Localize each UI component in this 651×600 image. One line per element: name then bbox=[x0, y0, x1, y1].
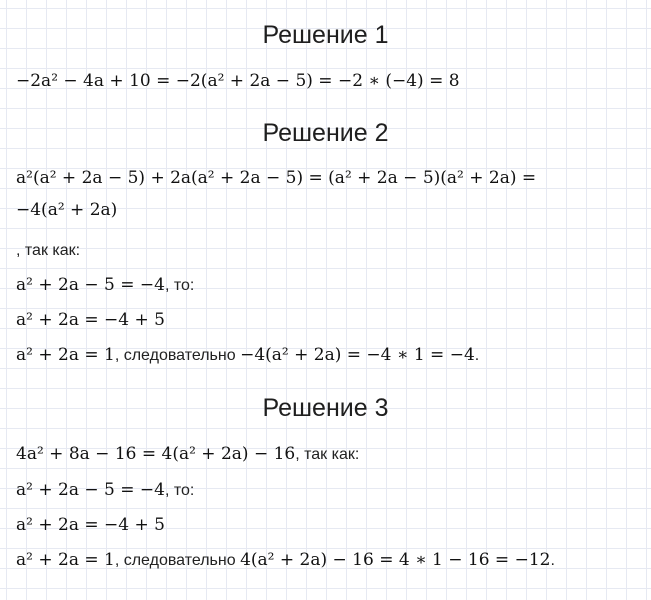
solution-3-heading: Решение 3 bbox=[262, 394, 389, 422]
solution-3-line-1 bbox=[16, 439, 359, 469]
math-expression: a² + 2a − 5 = −4 bbox=[16, 275, 165, 295]
explanation-text: , следовательно bbox=[114, 552, 241, 569]
explanation-text: , то: bbox=[164, 277, 195, 294]
math-expression: 4(a² + 2a) − 16 = 4 ∗ 1 − 16 = −12 bbox=[240, 550, 551, 570]
solution-3-line-2 bbox=[16, 475, 194, 505]
math-expression: a² + 2a = −4 + 5 bbox=[16, 310, 165, 330]
solution-2-line-3 bbox=[16, 236, 80, 266]
solution-3-line-3 bbox=[16, 510, 165, 540]
math-expression: −2a² − 4a + 10 = −2(a² + 2a − 5) = −2 ∗ (−4) = 8 bbox=[16, 71, 460, 91]
solution-2-line-4 bbox=[16, 270, 194, 300]
math-expression: a² + 2a = 1 bbox=[16, 345, 115, 365]
math-expression: 4a² + 8a − 16 = 4(a² + 2a) − 16 bbox=[16, 444, 296, 464]
solution-2-heading: Решение 2 bbox=[262, 119, 389, 147]
solution-2-line-6 bbox=[16, 340, 479, 370]
math-expression: a² + 2a − 5 = −4 bbox=[16, 480, 165, 500]
math-expression: a² + 2a = 1 bbox=[16, 550, 115, 570]
solution-3-line-4 bbox=[16, 545, 555, 575]
sentence-period: . bbox=[474, 347, 480, 364]
sentence-period: . bbox=[550, 552, 555, 569]
solution-2-line-5 bbox=[16, 305, 165, 335]
solution-1-line-1 bbox=[16, 66, 460, 96]
solution-2-line-1 bbox=[16, 163, 536, 193]
math-expression: −4(a² + 2a) = −4 ∗ 1 = −4 bbox=[240, 345, 475, 365]
math-expression: a² + 2a = −4 + 5 bbox=[16, 515, 165, 535]
explanation-text: , так как: bbox=[16, 242, 81, 259]
solution-1-heading: Решение 1 bbox=[262, 21, 389, 49]
math-expression: −4(a² + 2a) bbox=[16, 200, 118, 220]
explanation-text: , следовательно bbox=[114, 347, 241, 364]
math-expression: a²(a² + 2a − 5) + 2a(a² + 2a − 5) = (a² + 2a − 5)(a² + 2a) = bbox=[16, 168, 537, 188]
explanation-text: , то: bbox=[164, 482, 195, 499]
solution-2-line-2 bbox=[16, 195, 117, 225]
explanation-text: , так как: bbox=[295, 446, 360, 463]
